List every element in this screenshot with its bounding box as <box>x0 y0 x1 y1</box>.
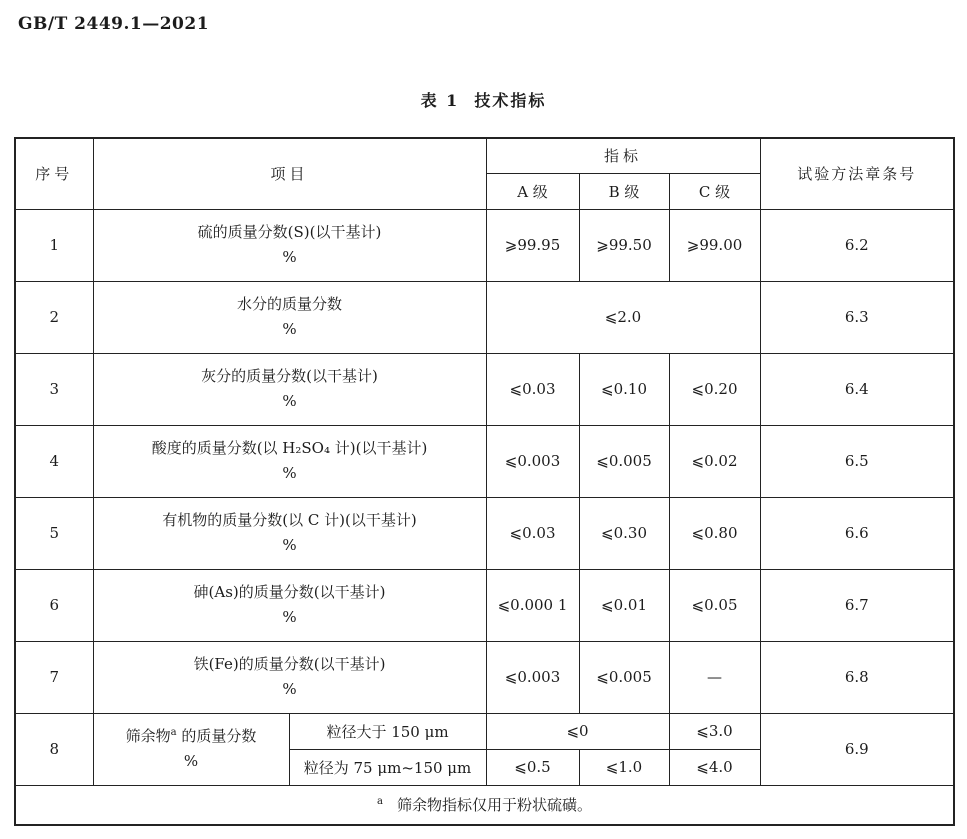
row-no: 6 <box>15 569 93 641</box>
footnote-cell <box>15 785 954 825</box>
header-item: 项目 <box>93 138 486 209</box>
grade-c-value: ⩽0.20 <box>669 353 760 425</box>
item-name: 铁(Fe)的质量分数(以干基计) <box>193 655 386 673</box>
table-row <box>15 569 954 641</box>
table-row <box>15 641 954 713</box>
table-row <box>15 281 954 353</box>
item-unit: % <box>282 608 297 626</box>
item-cell <box>93 641 486 713</box>
method-value: 6.6 <box>760 497 954 569</box>
method-value: 6.3 <box>760 281 954 353</box>
item-name: 灰分的质量分数(以干基计) <box>201 367 378 385</box>
grade-ab-value: ⩽0 <box>486 713 669 749</box>
footnote-row <box>15 785 954 825</box>
method-value: 6.7 <box>760 569 954 641</box>
item-cell <box>93 425 486 497</box>
footnote-text: 筛余物指标仅用于粉状硫磺。 <box>396 796 592 815</box>
item-name: 砷(As)的质量分数(以干基计) <box>193 583 386 601</box>
header-grade-b: B 级 <box>579 173 669 209</box>
item-cell <box>93 353 486 425</box>
grade-c-value: — <box>669 641 760 713</box>
grade-a-value: ⩽0.000 1 <box>486 569 579 641</box>
grade-b-value: ⩽0.005 <box>579 641 669 713</box>
grade-a-value: ⩽0.5 <box>486 749 579 785</box>
footnote-marker: a <box>170 727 177 738</box>
standard-number: GB/T 2449.1—2021 <box>18 14 210 34</box>
item-name: 硫的质量分数(S)(以干基计) <box>197 223 382 241</box>
item-cell <box>93 713 289 785</box>
grade-b-value: ⩽0.005 <box>579 425 669 497</box>
merged-value: ⩽2.0 <box>486 281 760 353</box>
item-unit: % <box>282 464 297 482</box>
header-method: 试验方法章条号 <box>760 138 954 209</box>
row-no: 1 <box>15 209 93 281</box>
particle-size-label: 粒径为 75 μm~150 μm <box>289 749 486 785</box>
method-value: 6.8 <box>760 641 954 713</box>
table-row <box>15 209 954 281</box>
row-no: 5 <box>15 497 93 569</box>
grade-a-value: ⩽0.003 <box>486 425 579 497</box>
item-name <box>94 729 289 744</box>
table-row <box>15 497 954 569</box>
grade-b-value: ⩾99.50 <box>579 209 669 281</box>
particle-size-label: 粒径大于 150 μm <box>289 713 486 749</box>
item-unit: % <box>282 536 297 554</box>
item-unit: % <box>282 392 297 410</box>
method-value: 6.9 <box>760 713 954 785</box>
grade-c-value: ⩽3.0 <box>669 713 760 749</box>
item-text: 筛余物 <box>125 727 171 745</box>
item-name: 有机物的质量分数(以 C 计)(以干基计) <box>162 511 417 529</box>
row-no: 3 <box>15 353 93 425</box>
grade-a-value: ⩽0.003 <box>486 641 579 713</box>
row-no: 7 <box>15 641 93 713</box>
grade-c-value: ⩽0.05 <box>669 569 760 641</box>
item-name: 水分的质量分数 <box>237 295 343 313</box>
method-value: 6.5 <box>760 425 954 497</box>
row-no: 8 <box>15 713 93 785</box>
item-unit: % <box>183 752 199 770</box>
item-unit: % <box>282 680 297 698</box>
grade-c-value: ⩾99.00 <box>669 209 760 281</box>
item-cell <box>93 569 486 641</box>
footnote-marker: a <box>377 796 383 808</box>
grade-b-value: ⩽1.0 <box>579 749 669 785</box>
method-value: 6.4 <box>760 353 954 425</box>
row-no: 2 <box>15 281 93 353</box>
header-grade-a: A 级 <box>486 173 579 209</box>
header-grade-c: C 级 <box>669 173 760 209</box>
row-no: 4 <box>15 425 93 497</box>
item-text: 的质量分数 <box>176 727 257 745</box>
table-row <box>15 425 954 497</box>
item-unit: % <box>282 248 297 266</box>
grade-b-value: ⩽0.30 <box>579 497 669 569</box>
grade-b-value: ⩽0.01 <box>579 569 669 641</box>
grade-a-value: ⩽0.03 <box>486 497 579 569</box>
grade-c-value: ⩽0.02 <box>669 425 760 497</box>
spec-table <box>14 137 955 826</box>
item-name: 酸度的质量分数(以 H₂SO₄ 计)(以干基计) <box>151 439 428 457</box>
header-no: 序号 <box>15 138 93 209</box>
method-value: 6.2 <box>760 209 954 281</box>
item-cell <box>93 209 486 281</box>
grade-a-value: ⩾99.95 <box>486 209 579 281</box>
header-indicator: 指标 <box>486 138 760 173</box>
item-unit: % <box>282 320 297 338</box>
header-row-1 <box>15 138 954 173</box>
grade-a-value: ⩽0.03 <box>486 353 579 425</box>
grade-b-value: ⩽0.10 <box>579 353 669 425</box>
item-cell <box>93 497 486 569</box>
table-title: 表 1 技术指标 <box>420 91 547 110</box>
grade-c-value: ⩽0.80 <box>669 497 760 569</box>
item-cell <box>93 281 486 353</box>
table-row-8a <box>15 713 954 749</box>
grade-c-value: ⩽4.0 <box>669 749 760 785</box>
table-row <box>15 353 954 425</box>
